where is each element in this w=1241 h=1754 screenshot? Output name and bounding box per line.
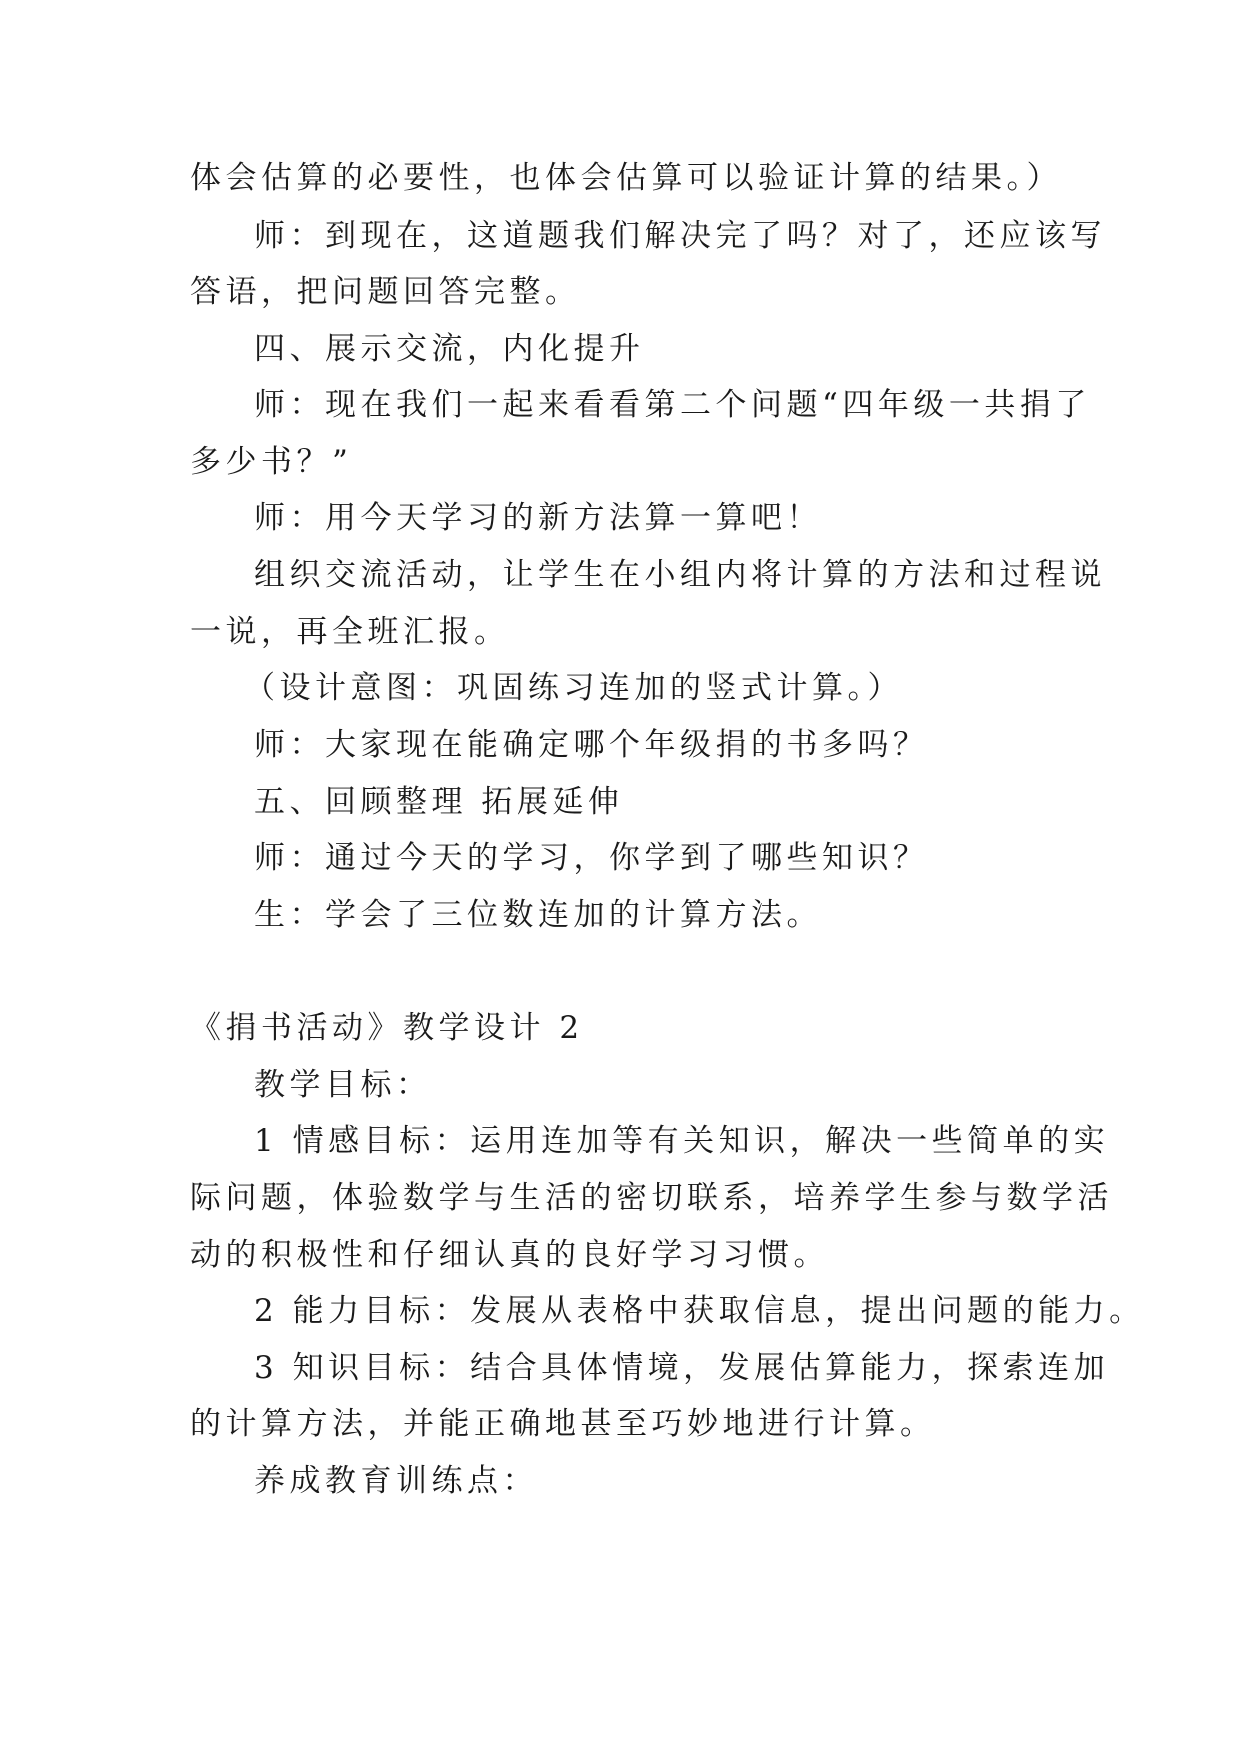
paragraph-line: 组织交流活动，让学生在小组内将计算的方法和过程说 — [254, 557, 1106, 593]
paragraph-line: 师：通过今天的学习，你学到了哪些知识？ — [254, 840, 929, 876]
paragraph-line: 答语，把问题回答完整。 — [190, 274, 581, 310]
paragraph-line: 3 知识目标：结合具体情境，发展估算能力，探索连加 — [254, 1350, 1110, 1386]
paragraph-line: 养成教育训练点： — [254, 1463, 538, 1499]
paragraph-line: 的计算方法，并能正确地甚至巧妙地进行计算。 — [190, 1406, 936, 1442]
paragraph-line: 一说，再全班汇报。 — [190, 614, 510, 650]
section-heading: 四、展示交流，内化提升 — [254, 331, 645, 367]
paragraph-line: 际问题，体验数学与生活的密切联系，培养学生参与数学活 — [190, 1180, 1113, 1216]
paragraph-line: 师：大家现在能确定哪个年级捐的书多吗？ — [254, 727, 929, 763]
paragraph-line: 体会估算的必要性，也体会估算可以验证计算的结果。） — [190, 160, 1062, 196]
paragraph-line: （设计意图：巩固练习连加的竖式计算。） — [244, 670, 903, 706]
paragraph-line: 师：用今天学习的新方法算一算吧！ — [254, 500, 822, 536]
paragraph-line: 1 情感目标：运用连加等有关知识，解决一些简单的实 — [254, 1123, 1110, 1159]
paragraph-line: 教学目标： — [254, 1067, 432, 1103]
document-title: 《捐书活动》教学设计 2 — [190, 1010, 584, 1046]
paragraph-line: 生：学会了三位数连加的计算方法。 — [254, 897, 822, 933]
paragraph-line: 动的积极性和仔细认真的良好学习习惯。 — [190, 1237, 829, 1273]
paragraph-line: 师：到现在，这道题我们解决完了吗？对了，还应该写 — [254, 218, 1106, 254]
section-heading: 五、回顾整理 拓展延伸 — [254, 784, 624, 820]
paragraph-line: 师：现在我们一起来看看第二个问题“四年级一共捐了 — [254, 387, 1091, 423]
paragraph-line: 多少书？” — [190, 444, 353, 480]
paragraph-line: 2 能力目标：发展从表格中获取信息，提出问题的能力。 — [254, 1293, 1145, 1329]
